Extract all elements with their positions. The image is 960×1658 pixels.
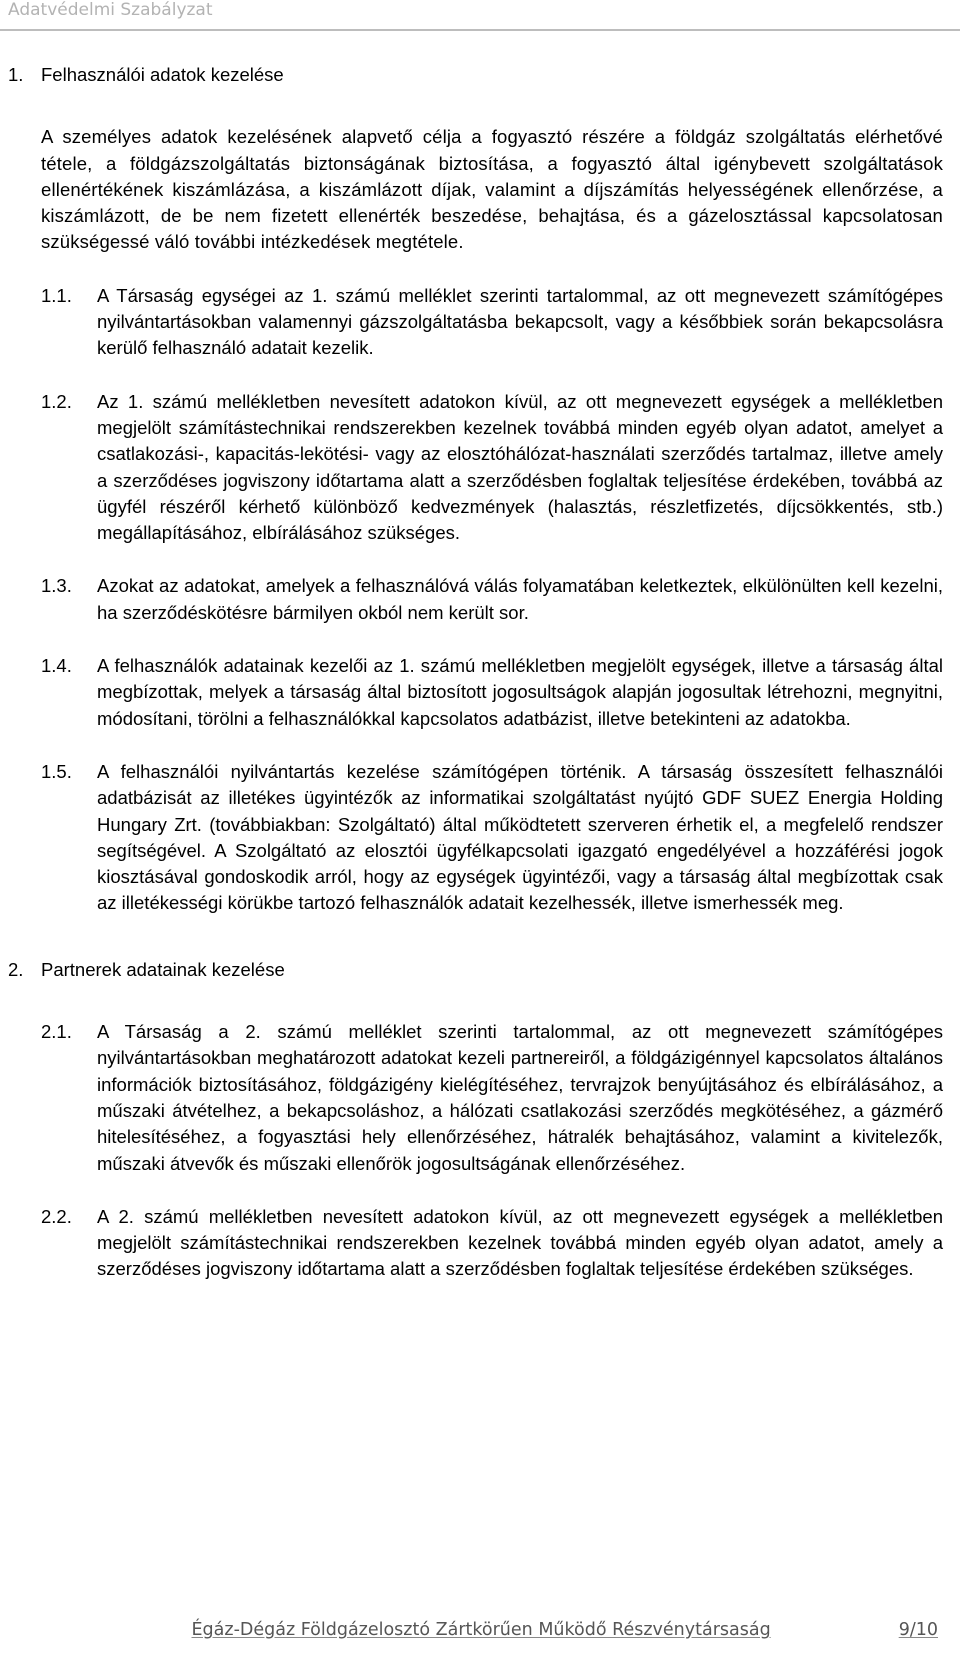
item-number: 1.2. — [41, 390, 72, 412]
section-number: 2. — [8, 958, 24, 980]
footer-page-number: 9/10 — [898, 1620, 938, 1640]
item-number: 1.1. — [41, 284, 72, 306]
section-number: 1. — [8, 64, 24, 85]
list-item-2-2 — [0, 1204, 943, 1283]
list-item-1-5 — [0, 759, 943, 917]
item-number: 2.1. — [41, 1021, 72, 1043]
list-item-2-1 — [0, 1019, 943, 1177]
item-text: Azokat az adatokat, amelyek a felhasználóvá válás folyamatában keletkeztek, elkülönülten kell kezelni, ha szerződéskötésre bármilyen okból nem került sor. — [97, 575, 943, 623]
item-number: 1.4. — [41, 655, 72, 677]
footer-company-name: Égáz-Dégáz Földgázelosztó Zártkörűen Működő Részvénytársaság — [191, 1620, 771, 1640]
section-title: Felhasználói adatok kezelése — [41, 64, 284, 85]
list-item-1-3 — [0, 573, 943, 626]
list-item-1-2 — [0, 389, 943, 547]
item-text: A Társaság a 2. számú melléklet szerinti tartalommal, az ott megnevezett számítógépes nyilvántartásokban meghatározott adatokat kezeli partnereiről, a földgázigénnyel kapcsolatos általános információk biztosításához, földgázigény kielégítéséhez, tervrajzok benyújtásához és elbírálásához, a műszaki átvételhez, a bekapcsoláshoz, a hálózati csatlakozási szerződés megkötéséhez, a gázmérő hitelesítéséhez, a fogyasztási hely ellenőrzéséhez, hátralék behajtásához, valamint a kivitelezők, műszaki átvevők és műszaki ellenőrök jogosultságának ellenőrzéséhez. — [97, 1021, 943, 1174]
list-item-1-4 — [0, 653, 943, 732]
section-heading-2 — [0, 957, 960, 983]
item-number: 2.2. — [41, 1205, 72, 1227]
section-intro-paragraph: A személyes adatok kezelésének alapvető célja a fogyasztó részére a földgáz szolgáltatás elérhetővé tétele, a földgázszolgáltatás biztonságának biztosítása, a fogyasztó által igénybevett szolgáltatások ellenértékének kiszámlázása, a kiszámlázott díjak, valamint a díjszámítás helyességének ellenőrzése, a kiszámlázott, de be nem fizetett ellenérték beszedése, behajtása, és a gázelosztással kapcsolatosan szükségessé váló további intézkedések megtétele. — [41, 126, 943, 253]
item-number: 1.3. — [41, 575, 72, 597]
item-text: A 2. számú mellékletben nevesített adatokon kívül, az ott megnevezett egységek a mellékletben megjelölt számítástechnikai rendszerekben kezelnek továbbá minden egyéb olyan adatot, amely a szerződéses jogviszony időtartama alatt a szerződésben foglaltak teljesítése érdekében szükséges. — [97, 1205, 943, 1280]
item-text: A felhasználók adatainak kezelői az 1. számú mellékletben megjelölt egységek, illetve a társaság által megbízottak, melyek a társaság által biztosított jogosultságok alapján jogosultak létrehozni, megnyitni, módosítani, törölni a felhasználókkal kapcsolatos adatbázist, illetve betekinteni az adatokba. — [97, 655, 943, 729]
list-item-1-1 — [0, 283, 943, 362]
item-text: A felhasználói nyilvántartás kezelése számítógépen történik. A társaság összesített felhasználói adatbázisát az illetékes ügyintézők az informatikai szolgáltatást nyújtó GDF SUEZ Energia Holding Hungary Zrt. (továbbiakban: Szolgáltató) által működtetett szerveren érhetik el, a megfelelő rendszer segítségével. A Szolgáltató az elosztói ügyfélkapcsolati igazgató engedélyével a hozzáférési jogok kiosztásával gondoskodik arról, hogy az egységek ügyintézői, vagy a társaság által megbízottak csak az illetékességi körükbe tartozó felhasználók adatait kezelhessék, illetve ismerhessék meg. — [97, 760, 943, 914]
header-divider — [0, 29, 960, 31]
section-heading-1 — [0, 62, 960, 88]
document-footer — [192, 1620, 939, 1640]
item-text: Az 1. számú mellékletben nevesített adatokon kívül, az ott megnevezett egységek a mellékletben megjelölt számítástechnikai rendszerekben kezelnek továbbá minden egyéb olyan adatot, amelyet a csatlakozási-, kapacitás-lekötési- vagy az elosztóhálózat-használati szerződés tartalmaz, illetve amely a szerződéses jogviszony időtartama alatt a szerződésben foglaltak teljesítése érdekében, továbbá az ügyfél részéről kérhető különböző kedvezmények (halasztás, részletfizetés, díjcsökkentés, stb.) megállapításához, elbírálásához szükséges. — [97, 390, 943, 544]
section-title: Partnerek adatainak kezelése — [41, 958, 285, 980]
document-body — [0, 62, 960, 1283]
item-text: A Társaság egységei az 1. számú melléklet szerinti tartalommal, az ott megnevezett számítógépes nyilvántartásokban valamennyi gázszolgáltatásba bekapcsolt, vagy a későbbiek során bekapcsolásra kerülő felhasználó adatait kezelik. — [97, 284, 943, 359]
item-number: 1.5. — [41, 760, 72, 782]
document-header-title: Adatvédelmi Szabályzat — [8, 0, 213, 20]
